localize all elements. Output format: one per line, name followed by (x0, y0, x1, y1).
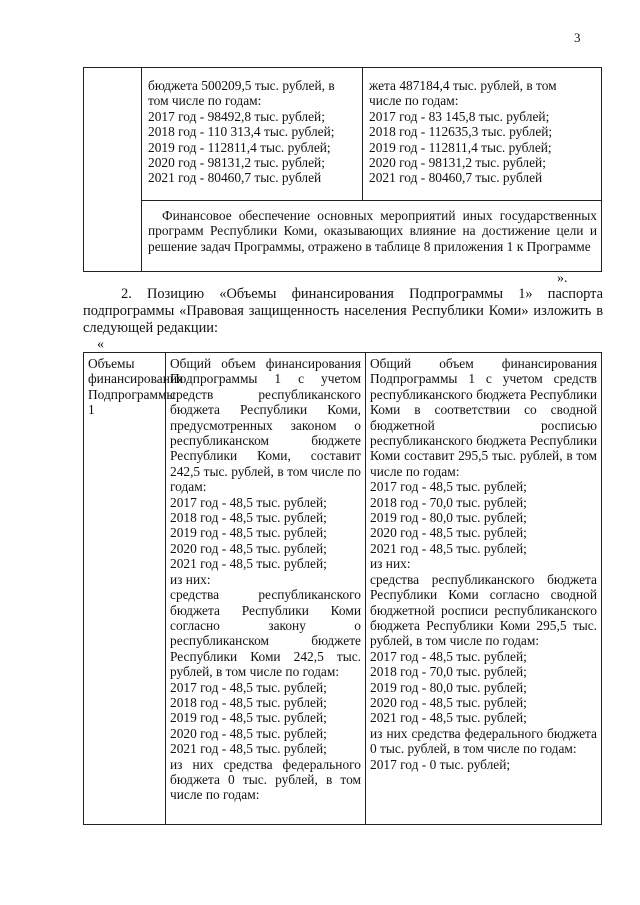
amendment-paragraph: 2. Позицию «Объемы финансирования Подпрограммы 1» паспорта подпрограммы «Правовая защищенность населения Республики Коми» изложить в следующей редакции: (83, 286, 603, 336)
financing-note-text: Финансовое обеспечение основных мероприятий иных государственных программ Республики Коми, оказывающих влияние на достижение цели и решение задач Программы, отражено в таблице 8 приложения 1 к Программе (148, 208, 597, 254)
opening-quote: « (97, 337, 104, 352)
table-cell-label-empty (84, 68, 142, 272)
financing-table-subprogram-1 (83, 352, 602, 825)
table-cell-actual-budget (363, 68, 602, 201)
consolidated-budget-text: Общий объем финансирования Подпрограммы 1 с учетом средств республиканского бюджета Республики Коми в соответствии со сводной бюджетной росписью республиканского бюджета Республики Коми составит 295,5 тыс. рублей, в том числе по годам: 2017 год - 48,5 тыс. рублей; 2018 год - 70,0 тыс. рублей; 2019 год - 80,0 тыс. рублей; 2020 год - 48,5 тыс. рублей; 2021 год - 48,5 тыс. рублей; из них: средства республиканского бюджета Республики Коми согласно сводной бюджетной росписи республиканского бюджета Республики Коми 295,5 тыс. рублей, в том числе по годам: 2017 год - 48,5 тыс. рублей; 2018 год - 70,0 тыс. рублей; 2019 год - 80,0 тыс. рублей; 2020 год - 48,5 тыс. рублей; 2021 год - 48,5 тыс. рублей; из них средства федерального бюджета 0 тыс. рублей, в том числе по годам: 2017 год - 0 тыс. рублей; (370, 356, 597, 772)
page-number: 3 (574, 30, 581, 45)
actual-budget-text: жета 487184,4 тыс. рублей, в том числе по годам: 2017 год - 83 145,8 тыс. рублей; 2018 год - 112635,3 тыс. рублей; 2019 год - 112811,4 тыс. рублей; 2020 год - 98131,2 тыс. рублей; 2021 год - 80460,7 тыс. рублей (369, 78, 557, 186)
financing-volume-label: Объемы финансирования Подпрограммы 1 (88, 356, 184, 418)
table-cell-law-budget (166, 353, 366, 825)
table-cell-financing-note (142, 201, 602, 272)
table-row (84, 201, 602, 272)
table-cell-label (84, 353, 184, 825)
financing-table-top (83, 67, 602, 272)
table-cell-consolidated-budget (366, 353, 602, 825)
planned-budget-text: бюджета 500209,5 тыс. рублей, в том числе по годам: 2017 год - 98492,8 тыс. рублей; 2018 год - 110 313,4 тыс. рублей; 2019 год - 112811,4 тыс. рублей; 2020 год - 98131,2 тыс. рублей; 2021 год - 80460,7 тыс. рублей (148, 78, 335, 186)
table-row (84, 68, 602, 201)
law-budget-text: Общий объем финансирования Подпрограммы 1 с учетом средств республиканского бюджета Республики Коми, предусмотренных законом о республиканском бюджете Республики Коми, составит 242,5 тыс. рублей, в том числе по годам: 2017 год - 48,5 тыс. рублей; 2018 год - 48,5 тыс. рублей; 2019 год - 48,5 тыс. рублей; 2020 год - 48,5 тыс. рублей; 2021 год - 48,5 тыс. рублей; из них: средства республиканского бюджета Республики Коми согласно закону о республиканском бюджете Республики Коми 242,5 тыс. рублей, в том числе по годам: 2017 год - 48,5 тыс. рублей; 2018 год - 48,5 тыс. рублей; 2019 год - 48,5 тыс. рублей; 2020 год - 48,5 тыс. рублей; 2021 год - 48,5 тыс. рублей; из них средства федерального бюджета 0 тыс. рублей, в том числе по годам: (170, 356, 361, 803)
table-row (84, 353, 602, 825)
closing-quote: ». (557, 271, 568, 286)
table-cell-planned-budget (142, 68, 363, 201)
